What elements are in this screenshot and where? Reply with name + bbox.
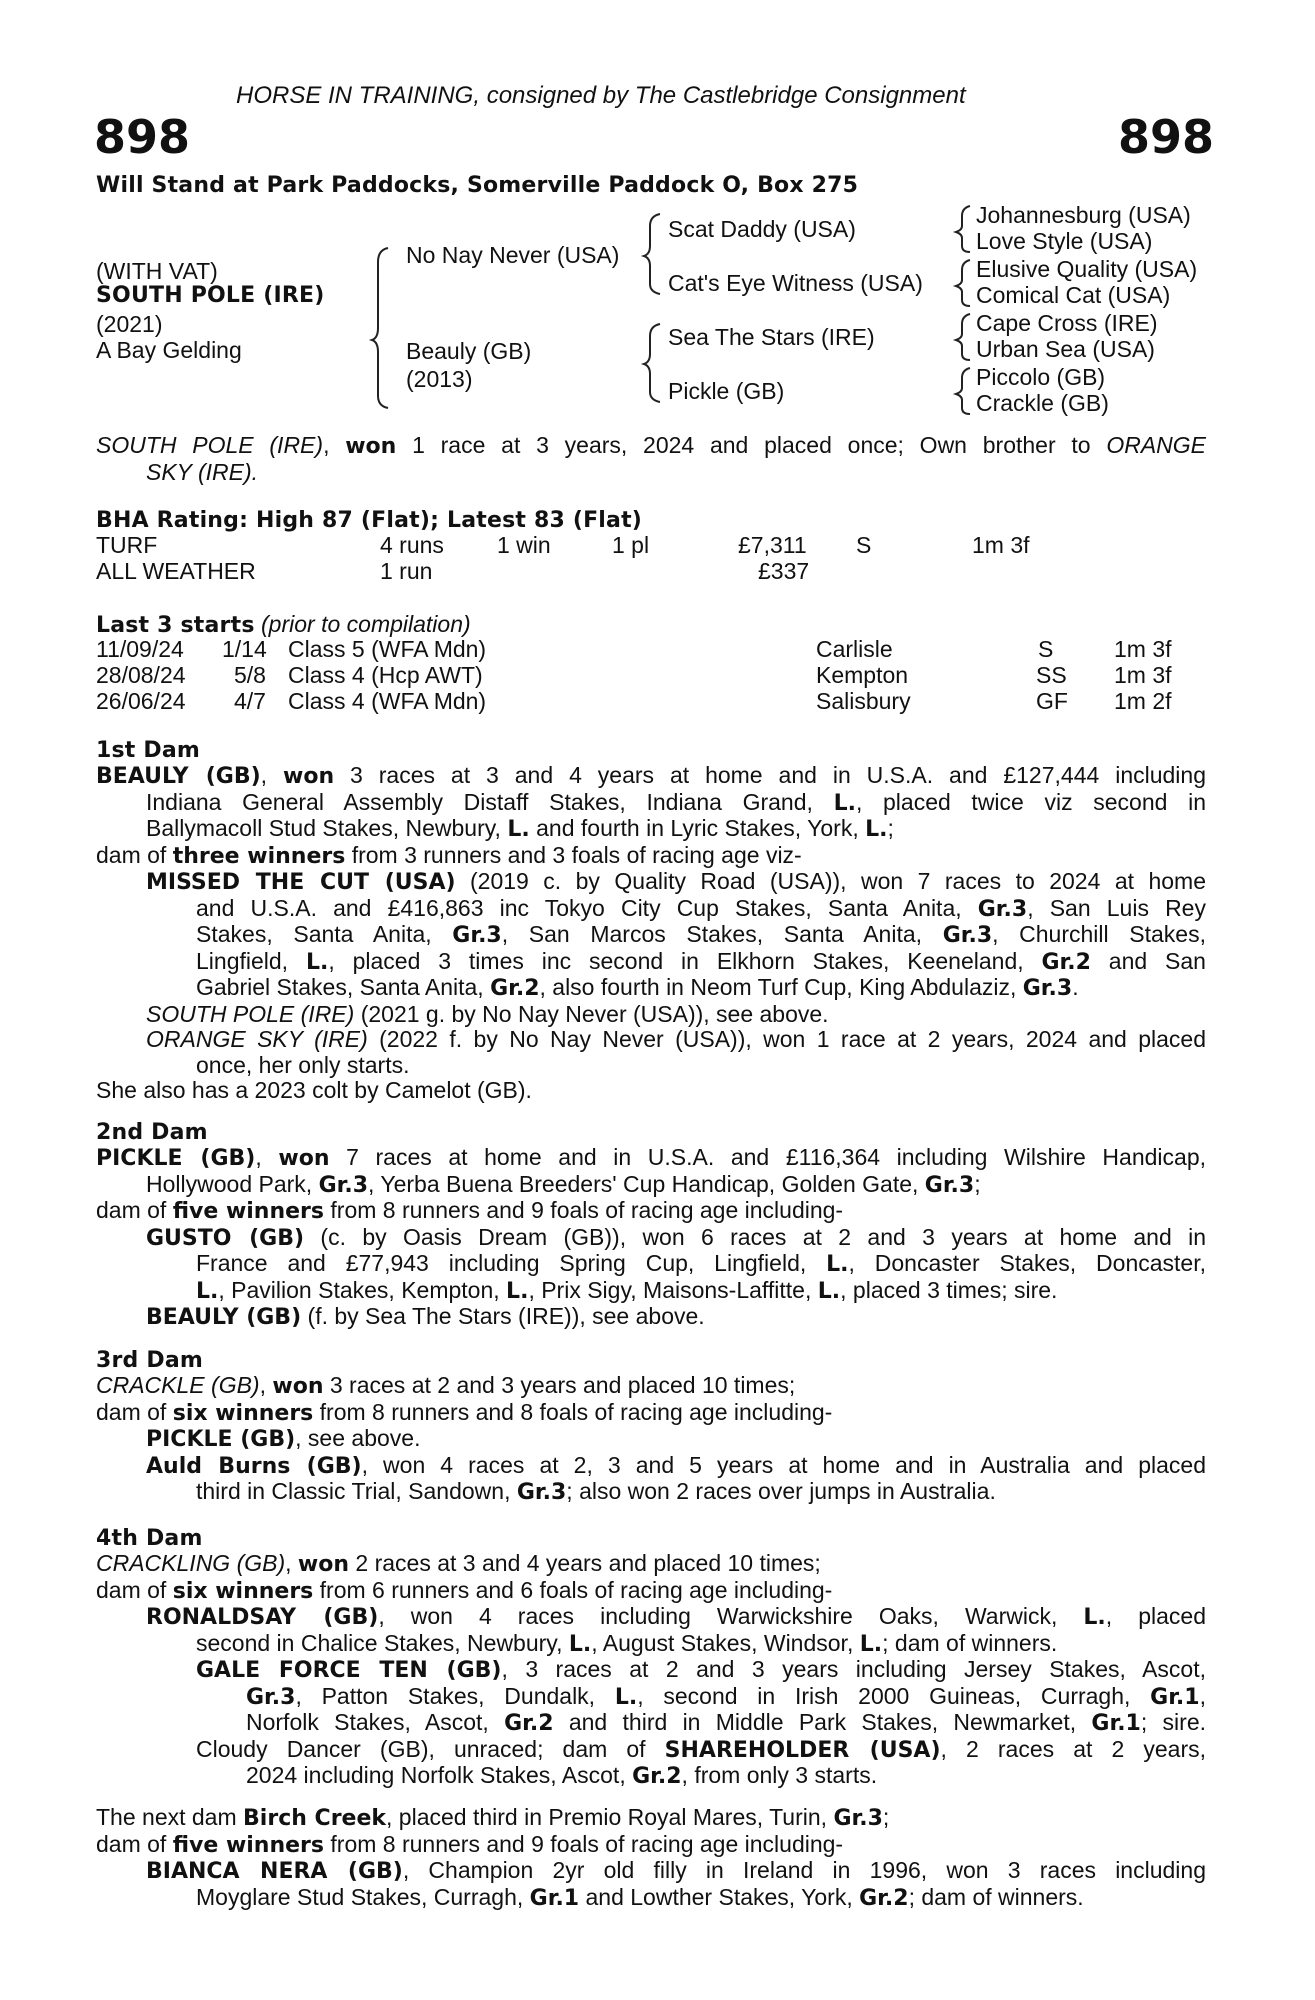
pedigree-ddd: Crackle (GB) [976,390,1109,416]
start-2-distance: 1m 3f [1114,662,1172,688]
fourth-dam-text: CRACKLING (GB), won 2 races at 3 and 4 years and placed 10 times; dam of six winners from 6 runners and 6 foals of racing age including- RONALDSAY (GB), won 4 races including Warwickshire Oaks, Warwick, L., placed second in Chalice Stakes, Newbury, L., August Stakes, Windsor, L.; dam of winners. GALE FORCE TEN (GB), 3 races at 2 and 3 years including Jersey Stakes, Ascot, Gr.3, Patton Stakes, Dundalk, L., second in Irish 2000 Guineas, Curragh, Gr.1, Norfolk Stakes, Ascot, Gr.2 and third in Middle Park Stakes, Newmarket, Gr.1; sire. Cloudy Dancer (GB), unraced; dam of SHAREHOLDER (USA), 2 races at 2 years, 2024 including Norfolk Stakes, Ascot, Gr.2, from only 3 starts. [96,1550,1207,1789]
lot-number-left: 898 [94,110,191,164]
start-1-course: Carlisle [816,636,893,662]
next-dam-text: The next dam Birch Creek, placed third in Premio Royal Mares, Turin, Gr.3; dam of five winners from 8 runners and 9 foals of racing age including- BIANCA NERA (GB), Champion 2yr old filly in Ireland in 1996, won 3 races including Moyglare Stud Stakes, Curragh, Gr.1 and Lowther Stakes, York, Gr.2; dam of winners. [96,1804,1206,1911]
first-dam-text: BEAULY (GB), won 3 races at 3 and 4 years at home and in U.S.A. and £127,444 including Indiana General Assembly Distaff Stakes, Indiana Grand, L., placed twice viz second in Ballymacoll Stud Stakes, Newbury, L. and fourth in Lyric Stakes, York, L.; dam of three winners from 3 runners and 3 foals of racing age viz- MISSED THE CUT (USA) (2019 c. by Quality Road (USA)), won 7 races to 2024 at home and U.S.A. and £416,863 inc Tokyo City Cup Stakes, Santa Anita, Gr.3, San Luis Rey Stakes, Santa Anita, Gr.3, San Marcos Stakes, Santa Anita, Gr.3, Churchill Stakes, Lingfield, L., placed 3 times inc second in Elkhorn Stakes, Keeneland, Gr.2 and San Gabriel Stakes, Santa Anita, Gr.2, also fourth in Neom Turf Cup, King Abdulaziz, Gr.3. SOUTH POLE (IRE) (2021 g. by No Nay Never (USA)), see above. ORANGE SKY (IRE) (2022 f. by No Nay Never (USA)), won 1 race at 2 years, 2024 and placed once, her only starts. She also has a 2023 colt by Camelot (GB). [96,762,1207,1103]
rating-turf-going: S [856,532,872,558]
pedigree-ssd: Love Style (USA) [976,228,1153,254]
start-3-going: GF [1036,688,1068,714]
start-1-race: Class 5 (WFA Mdn) [288,636,487,662]
start-2-date: 28/08/24 [96,662,186,688]
pedigree-sire: No Nay Never (USA) [406,242,620,268]
pedigree-dam-sire: Sea The Stars (IRE) [668,324,875,350]
third-dam-text: CRACKLE (GB), won 3 races at 2 and 3 years and placed 10 times; dam of six winners from 8 runners and 8 foals of racing age including- PICKLE (GB), see above. Auld Burns (GB), won 4 races at 2, 3 and 5 years at home and in Australia and placed third in Classic Trial, Sandown, Gr.3; also won 2 races over jumps in Australia. [96,1372,1206,1505]
start-3-distance: 1m 2f [1114,688,1172,714]
bracket-dam [644,324,660,402]
fourth-dam-heading: 4th Dam [96,1526,203,1551]
bracket-sire [644,214,660,294]
catalogue-title: HORSE IN TRAINING, consigned by The Castlebridge Consignment [236,82,966,109]
horse-description: A Bay Gelding [96,337,242,363]
race-summary: SOUTH POLE (IRE), won 1 race at 3 years, 2024 and placed once; Own brother to ORANGE SKY (IRE). [96,432,1207,485]
last-starts-heading: Last 3 starts (prior to compilation) [96,611,471,638]
second-dam-text: PICKLE (GB), won 7 races at home and in U.S.A. and £116,364 including Wilshire Handicap, Hollywood Park, Gr.3, Yerba Buena Breeders' Cup Handicap, Golden Gate, Gr.3; dam of five winners from 8 runners and 9 foals of racing age including- GUSTO (GB) (c. by Oasis Dream (GB)), won 6 races at 2 and 3 years at home and in France and £77,943 including Spring Cup, Lingfield, L., Doncaster Stakes, Doncaster, L., Pavilion Stakes, Kempton, L., Prix Sigy, Maisons-Laffitte, L., placed 3 times; sire. BEAULY (GB) (f. by Sea The Stars (IRE)), see above. [96,1144,1206,1330]
rating-turf-distance: 1m 3f [972,532,1030,558]
lot-number-right: 898 [1118,110,1215,164]
start-1-position: 1/14 [222,636,267,662]
pedigree-sire-dam: Cat's Eye Witness (USA) [668,270,923,296]
bracket-sd [956,260,970,306]
vat-label: (WITH VAT) [96,258,218,284]
bracket-ss [956,206,970,252]
second-dam-heading: 2nd Dam [96,1120,208,1145]
pedigree-dds: Piccolo (GB) [976,364,1106,390]
start-3-date: 26/06/24 [96,688,186,714]
horse-year: (2021) [96,311,163,337]
start-1-going: S [1038,636,1054,662]
start-1-distance: 1m 3f [1114,636,1172,662]
third-dam-heading: 3rd Dam [96,1348,203,1373]
pedigree-sdd: Comical Cat (USA) [976,282,1171,308]
first-dam-heading: 1st Dam [96,738,201,763]
pedigree-dam: Beauly (GB) [406,338,532,364]
pedigree-sss: Johannesburg (USA) [976,202,1191,228]
start-3-race: Class 4 (WFA Mdn) [288,688,487,714]
bracket-dd [956,368,970,414]
start-3-course: Salisbury [816,688,911,714]
start-2-position: 5/8 [234,662,266,688]
pedigree-dsd: Urban Sea (USA) [976,336,1155,362]
rating-turf-wins: 1 win [497,532,551,558]
horse-name: SOUTH POLE (IRE) [96,283,325,308]
bracket-ds [956,314,970,360]
rating-aw-money: £337 [758,558,810,584]
start-1-date: 11/09/24 [96,636,184,662]
rating-turf-money: £7,311 [738,532,807,558]
rating-turf-runs: 4 runs [380,532,444,558]
start-3-position: 4/7 [234,688,266,714]
pedigree-dam-dam: Pickle (GB) [668,378,785,404]
bracket-main [372,248,388,408]
start-2-going: SS [1036,662,1067,688]
rating-turf-places: 1 pl [612,532,650,558]
start-2-race: Class 4 (Hcp AWT) [288,662,483,688]
stand-location: Will Stand at Park Paddocks, Somerville Paddock O, Box 275 [96,173,859,198]
pedigree-dss: Cape Cross (IRE) [976,310,1158,336]
pedigree-dam-year: (2013) [406,366,473,392]
rating-aw-runs: 1 run [380,558,433,584]
rating-aw-surface: ALL WEATHER [96,558,256,584]
pedigree-sds: Elusive Quality (USA) [976,256,1198,282]
pedigree-sire-sire: Scat Daddy (USA) [668,216,856,242]
start-2-course: Kempton [816,662,909,688]
rating-turf-surface: TURF [96,532,158,558]
bha-rating-title: BHA Rating: High 87 (Flat); Latest 83 (Flat) [96,508,643,533]
